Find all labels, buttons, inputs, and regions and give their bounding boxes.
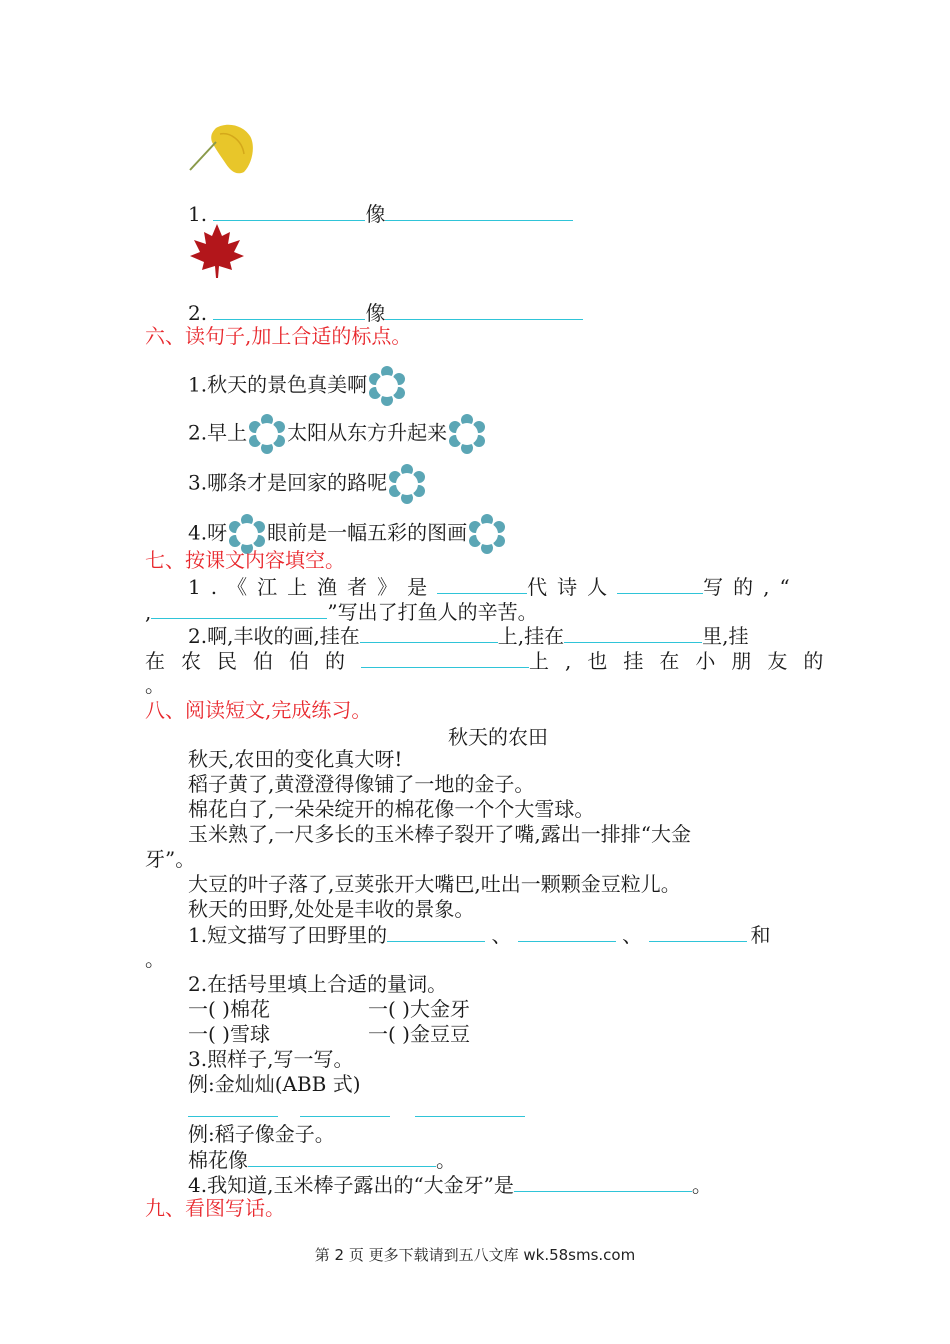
q2-row1-a[interactable]: 一( )棉花 [188,997,270,1021]
q1-and: 和 [750,923,771,947]
q2-blank-b[interactable] [385,299,583,320]
page-footer: 第 2 页 更多下载请到五八文库 wk.58sms.com [314,1246,636,1264]
mianhua-blank[interactable] [248,1146,436,1167]
q2-text-a: 2.啊,丰收的画,挂在 [188,624,360,648]
q1-blank-3[interactable] [649,921,747,942]
q2-text-b: 上,挂在 [497,624,565,648]
q1-blank-2[interactable] [518,921,616,942]
sec7-q1-line1 [188,573,800,600]
q1-blank-poet[interactable] [617,573,703,594]
q2-number: 2. [188,301,208,325]
passage-p1: 秋天,农田的变化真大呀! [188,747,403,771]
q1-blank-line[interactable] [151,598,327,619]
q2-row1-b[interactable]: 一( )大金牙 [368,997,470,1021]
q2-row2-b[interactable]: 一( )金豆豆 [368,1022,470,1046]
sec9-heading: 九、看图写话。 [145,1196,285,1220]
sec5-question-2 [188,299,583,326]
q1-text-d: , [145,600,152,624]
passage-p4-line2: 牙”。 [145,847,196,871]
sec7-q2-line1 [188,622,749,649]
q1-blank-1[interactable] [387,921,485,942]
q4-text: 4.我知道,玉米棒子露出的“大金牙”是 [188,1173,514,1197]
q1-sep-1: 、 [491,923,512,947]
q2-text-d: 在农民伯伯的 [145,649,361,673]
sec7-q2-line3: 。 [145,673,165,697]
q2-blank-2[interactable] [564,622,702,643]
q2-text-c: 里,挂 [702,624,749,648]
mianhua-end: 。 [436,1148,456,1172]
q2-blank-3[interactable] [361,647,529,668]
maple-leaf-icon [188,222,246,280]
sec6-heading: 六、读句子,加上合适的标点。 [145,324,412,348]
flower-blank-icon[interactable] [247,414,287,454]
mianhua-text: 棉花像 [188,1148,248,1172]
q1-text-e: ”写出了打鱼人的辛苦。 [327,600,538,624]
q2-xiang: 像 [365,301,386,325]
passage-p5: 大豆的叶子落了,豆荚张开大嘴巴,吐出一颗颗金豆粒儿。 [188,872,681,896]
q1-sep-2: 、 [622,923,643,947]
q1-text: 1.短文描写了田野里的 [188,923,388,947]
q1-number: 1. [188,202,208,226]
sec7-heading: 七、按课文内容填空。 [145,548,345,572]
q1-blank-dynasty[interactable] [437,573,527,594]
q3-example-1: 例:金灿灿(ABB 式) [188,1072,361,1096]
sec8-q3: 3.照样子,写一写。 [188,1047,354,1071]
q1-xiang: 像 [365,202,386,226]
sec7-q2-line2 [145,647,839,674]
passage-p6: 秋天的田野,处处是丰收的景象。 [188,897,475,921]
sec8-q2: 2.在括号里填上合适的量词。 [188,972,448,996]
sec6-sentence-3 [188,464,427,504]
sec8-q4 [188,1171,712,1198]
q4-blank[interactable] [514,1171,692,1192]
q2-row2-a[interactable]: 一( )雪球 [188,1022,270,1046]
q2-blank-a[interactable] [213,299,365,320]
q1-blank-a[interactable] [213,200,365,221]
q4-end: 。 [691,1173,712,1197]
flower-blank-icon[interactable] [467,514,507,554]
passage-title: 秋天的农田 [448,725,548,749]
s1-text: 1.秋天的景色真美啊 [188,372,368,397]
sec6-sentence-2 [188,414,487,454]
q3-example-2: 例:稻子像金子。 [188,1122,335,1146]
passage-p3: 棉花白了,一朵朵绽开的棉花像一个个大雪球。 [188,797,595,821]
q2-text-e: 上,也挂在小朋友的 [529,649,840,673]
s2-text-b: 太阳从东方升起来 [287,420,448,445]
q1-text-c: 写的,“ [703,575,800,599]
q1-blank-b[interactable] [385,200,573,221]
flower-blank-icon[interactable] [447,414,487,454]
q3-mianhua-line [188,1146,456,1173]
abb-blank-2[interactable] [300,1096,390,1117]
s3-text: 3.哪条才是回家的路呢 [188,470,388,495]
ginkgo-leaf-icon [186,120,258,178]
sec8-q1-line1 [188,921,771,948]
flower-blank-icon[interactable] [367,366,407,406]
q1-text-b: 代诗人 [527,575,618,599]
sec6-sentence-1 [188,366,407,406]
s4-text-b: 眼前是一幅五彩的图画 [267,520,468,545]
flower-blank-icon[interactable] [387,464,427,504]
sec7-q1-line2 [145,598,538,625]
q2-blank-1[interactable] [360,622,498,643]
passage-p4-line1: 玉米熟了,一尺多长的玉米棒子裂开了嘴,露出一排排“大金 [188,822,691,846]
sec8-heading: 八、阅读短文,完成练习。 [145,698,372,722]
s2-text-a: 2.早上 [188,420,248,445]
q1-text-a: 1.《江上渔者》是 [188,575,438,599]
abb-blank-1[interactable] [188,1096,278,1117]
abb-blank-3[interactable] [415,1096,525,1117]
passage-p2: 稻子黄了,黄澄澄得像铺了一地的金子。 [188,772,535,796]
s4-text-a: 4.呀 [188,520,228,545]
q3-abb-blanks [188,1096,525,1123]
sec8-q1-line2: 。 [145,947,165,971]
